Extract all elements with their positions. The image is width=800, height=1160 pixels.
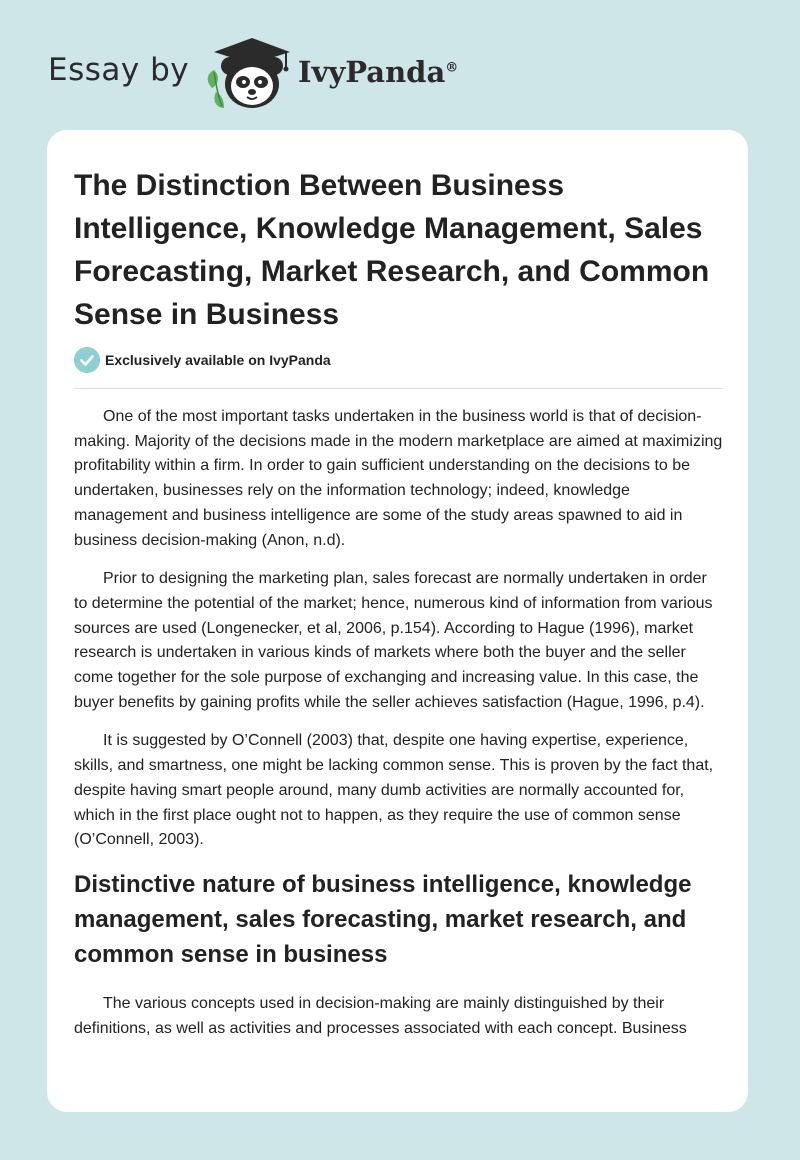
article-card: [47, 130, 748, 1112]
brand-label: IvyPanda: [298, 55, 446, 89]
article-body: [74, 405, 724, 1055]
page-title: The Distinction Between Business Intelligence, Knowledge Management, Sales Forecasting, Market Research, and Common Sense in Business: [74, 169, 710, 331]
paragraph: One of the most important tasks undertaken in the business world is that of decision-making. Majority of the decisions made in the modern marketplace are aimed at maximizing profitability within a firm. In order to gain sufficient understanding on the decisions to be undertaken, businesses rely on the information technology; indeed, knowledge management and business intelligence are some of the study areas spawned to aid in business decision-making (Anon, n.d).: [74, 408, 723, 549]
panda-graduate-icon: [202, 36, 294, 112]
paragraph: Prior to designing the marketing plan, sales forecast are normally undertaken in order to determine the potential of the market; hence, numerous kind of information from various sources are used (Longenecker, et al, 2006, p.154). According to Hague (1996), market research is undertaken in various kinds of markets where both the buyer and the seller come together for the sole purpose of exchanging and increasing value. In this case, the buyer benefits by gaining profits while the seller achieves satisfaction (Hague, 1996, p.4).: [74, 570, 713, 711]
checkmark-icon: [74, 347, 100, 373]
section-heading: Distinctive nature of business intelligence, knowledge management, sales forecasting, market research, and common sense in business: [74, 870, 692, 968]
paragraph: It is suggested by O’Connell (2003) that, despite one having expertise, experience, skills, and smartness, one might be lacking common sense. This is proven by the fact that, despite having smart people around, many dumb activities are normally accounted for, which in the first place ought not to happen, as they require the use of common sense (O’Connell, 2003).: [74, 732, 714, 849]
essay-by-label: Essay by: [48, 52, 190, 88]
site-header: [48, 36, 748, 112]
registered-mark: ®: [445, 60, 459, 76]
divider: [74, 388, 723, 389]
exclusive-badge: [74, 347, 474, 373]
exclusive-badge-label: Exclusively available on IvyPanda: [105, 352, 331, 368]
paragraph: The various concepts used in decision-making are mainly distinguished by their definitions, as well as activities and processes associated with each concept. Business: [74, 994, 687, 1037]
brand-name[interactable]: [298, 55, 458, 89]
